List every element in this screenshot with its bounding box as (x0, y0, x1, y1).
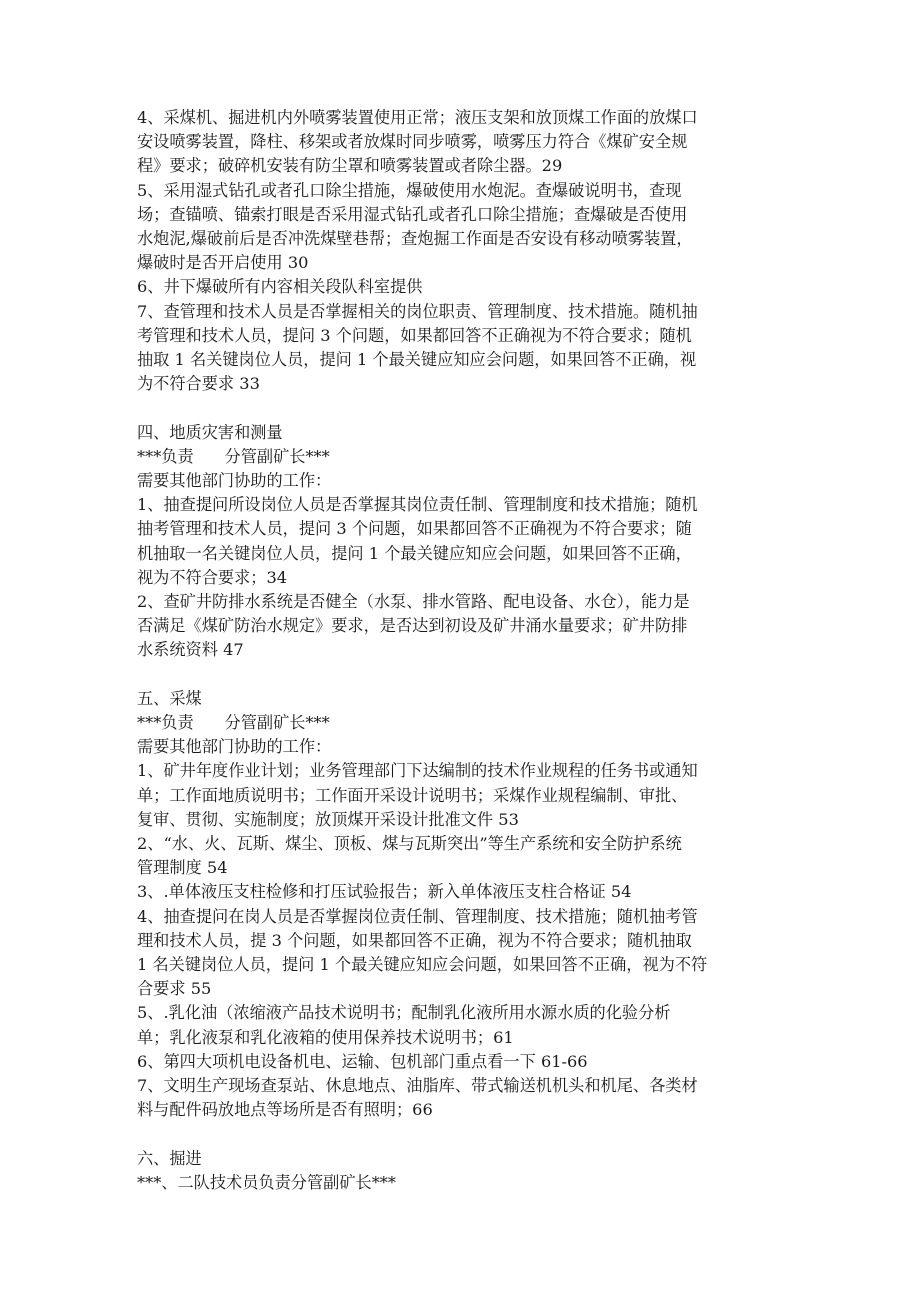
text-line: 需要其他部门协助的工作： (137, 471, 332, 491)
document-section (137, 687, 787, 1123)
document-section (137, 421, 787, 663)
text-line: 1、矿井年度作业计划；业务管理部门下达编制的技术作业规程的任务书或通知 (137, 761, 698, 781)
section-heading: 五、采煤 (137, 688, 202, 708)
text-line: 5、采用湿式钻孔或者孔口除尘措施，爆破使用水炮泥。查爆破说明书，查现 (137, 180, 682, 200)
text-line: 合要求 55 (137, 979, 212, 999)
text-line: 复审、贯彻、实施制度；放顶煤开采设计批准文件 53 (137, 809, 519, 829)
text-line: 2、“水、火、瓦斯、煤尘、顶板、煤与瓦斯突出”等生产系统和安全防护系统 (137, 834, 682, 854)
document-section (137, 106, 787, 396)
text-line: 场；查锚喷、锚索打眼是否采用湿式钻孔或者孔口除尘措施；查爆破是否使用 (137, 204, 688, 224)
text-line: 视为不符合要求；34 (137, 567, 288, 587)
text-line: 水炮泥,爆破前后是否冲洗煤壁巷帮；查炮掘工作面是否安设有移动喷雾装置， (137, 229, 693, 249)
text-line: ***负责 分管副矿长*** (137, 446, 330, 466)
document-section (137, 1147, 787, 1195)
document-page (137, 106, 787, 1195)
text-line: 7、查管理和技术人员是否掌握相关的岗位职责、管理制度、技术措施。随机抽 (137, 301, 698, 321)
text-line: 否满足《煤矿防治水规定》要求，是否达到初设及矿井涌水量要求；矿井防排 (137, 616, 688, 636)
text-line: 机抽取一名关键岗位人员，提问 1 个最关键应知应会问题，如果回答不正确， (137, 543, 692, 563)
text-line: ***负责 分管副矿长*** (137, 713, 330, 733)
text-line: 单；乳化液泵和乳化液箱的使用保养技术说明书；61 (137, 1027, 514, 1047)
text-line: 考管理和技术人员，提问 3 个问题，如果都回答不正确视为不符合要求；随机 (137, 325, 692, 345)
text-line: 为不符合要求 33 (137, 374, 260, 394)
text-line: 4、采煤机、掘进机内外喷雾装置使用正常；液压支架和放顶煤工作面的放煤口 (137, 108, 698, 127)
text-line: 程》要求；破碎机安装有防尘罩和喷雾装置或者除尘器。29 (137, 156, 563, 176)
text-line: 2、查矿井防排水系统是否健全（水泵、排水管路、配电设备、水仓），能力是 (137, 592, 690, 612)
text-line: 6、井下爆破所有内容相关段队科室提供 (137, 277, 423, 297)
text-line: 水系统资料 47 (137, 640, 244, 660)
section-heading: 四、地质灾害和测量 (137, 422, 283, 442)
text-line: 管理制度 54 (137, 858, 228, 878)
section-gap (137, 663, 787, 687)
text-line: 6、第四大项机电设备机电、运输、包机部门重点看一下 61-66 (137, 1051, 588, 1071)
text-line: 料与配件码放地点等场所是否有照明；66 (137, 1100, 433, 1120)
text-line: 单；工作面地质说明书；工作面开采设计说明书；采煤作业规程编制、审批、 (137, 785, 688, 805)
section-gap (137, 1123, 787, 1147)
text-line: 1 名关键岗位人员，提问 1 个最关键应知应会问题，如果回答不正确，视为不符 (137, 955, 708, 975)
text-line: 7、文明生产现场查泵站、休息地点、油脂库、带式输送机机头和机尾、各类材 (137, 1076, 698, 1096)
text-line: 抽考管理和技术人员，提问 3 个问题，如果都回答不正确视为不符合要求；随 (137, 519, 692, 539)
text-line: 爆破时是否开启使用 30 (137, 253, 309, 273)
section-gap (137, 396, 787, 420)
text-line: 5、.乳化油（浓缩液产品技术说明书；配制乳化液所用水源水质的化验分析 (137, 1003, 671, 1023)
text-line: 理和技术人员，提 3 个问题，如果都回答不正确，视为不符合要求；随机抽取 (137, 930, 692, 950)
text-line: 需要其他部门协助的工作： (137, 737, 332, 757)
text-line: 1、抽查提问所设岗位人员是否掌握其岗位责任制、管理制度和技术措施；随机 (137, 495, 698, 515)
section-heading: 六、掘进 (137, 1148, 202, 1168)
text-line: 3、.单体液压支柱检修和打压试验报告；新入单体液压支柱合格证 54 (137, 882, 632, 902)
text-line: 4、抽查提问在岗人员是否掌握岗位责任制、管理制度、技术措施；随机抽考管 (137, 906, 698, 926)
text-line: 安设喷雾装置，降柱、移架或者放煤时同步喷雾，喷雾压力符合《煤矿安全规 (137, 132, 688, 152)
text-line: 抽取 1 名关键岗位人员，提问 1 个最关键应知应会问题，如果回答不正确，视 (137, 350, 697, 370)
text-line: ***、二队技术员负责分管副矿长*** (137, 1172, 396, 1192)
